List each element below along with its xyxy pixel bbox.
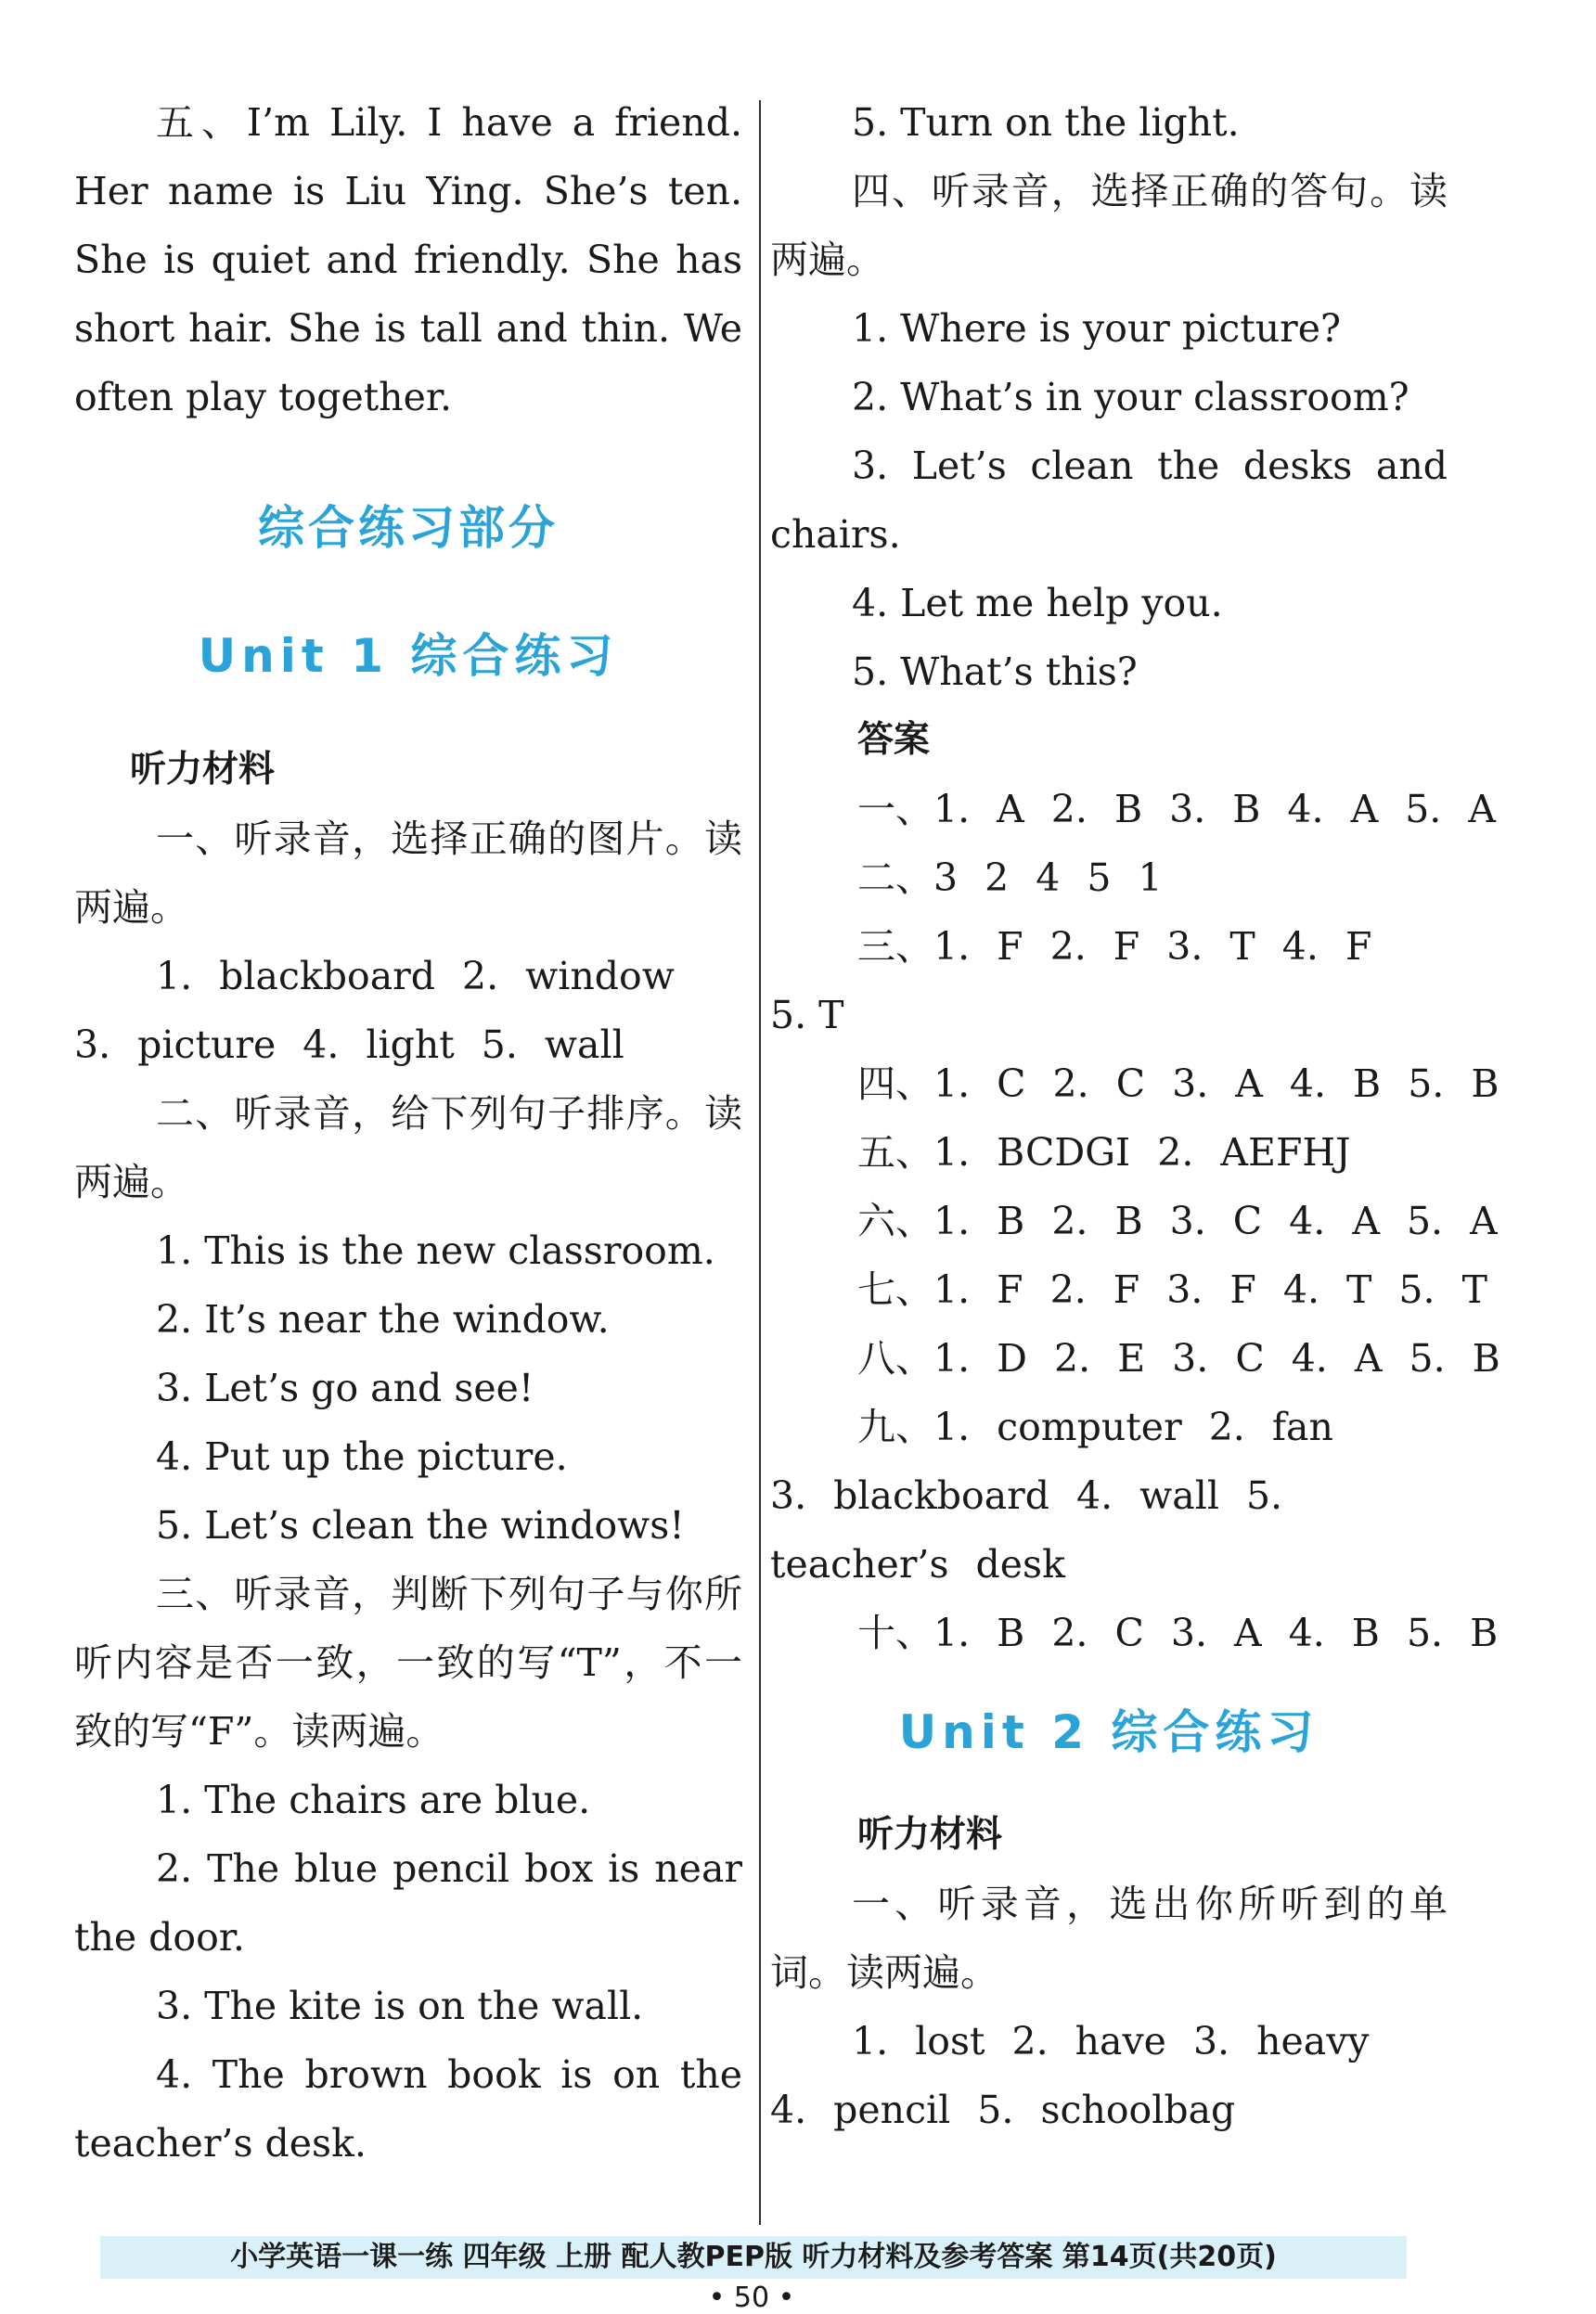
answer-line: 八、1. D 2. E 3. C 4. A 5. B bbox=[857, 1336, 1500, 1381]
q1-instruction: 一、听录音，选择正确的图片。读两遍。 bbox=[74, 816, 742, 930]
answer-line: 六、1. B 2. B 3. C 4. A 5. A bbox=[857, 1199, 1498, 1243]
u2-q1-instruction: 一、听录音，选出你所听到的单词。读两遍。 bbox=[770, 1882, 1448, 1995]
answer-line: 七、1. F 2. F 3. F 4. T 5. T bbox=[857, 1267, 1487, 1312]
listening-material-heading: 听力材料 bbox=[857, 1814, 1003, 1856]
q4-item: 1. Where is your picture? bbox=[852, 306, 1341, 351]
q2-item: 5. Let’s clean the windows! bbox=[156, 1503, 685, 1548]
q1-words-line2: 3. picture 4. light 5. wall bbox=[74, 1022, 624, 1067]
left-column bbox=[74, 88, 742, 2178]
listening-material-heading: 听力材料 bbox=[130, 749, 276, 791]
q4-instruction: 四、听录音，选择正确的答句。读两遍。 bbox=[770, 169, 1448, 282]
u2-q1-words-line1: 1. lost 2. have 3. heavy bbox=[852, 2019, 1370, 2063]
q3-item: 5. Turn on the light. bbox=[852, 100, 1240, 145]
answer-line: 九、1. computer 2. fan bbox=[857, 1405, 1333, 1449]
q3-item: 2. The blue pencil box is near the door. bbox=[74, 1846, 742, 1960]
answer-line: 5. T bbox=[770, 993, 844, 1037]
answer-line: 四、1. C 2. C 3. A 4. B 5. B bbox=[857, 1061, 1499, 1106]
q4-item: 5. What’s this? bbox=[852, 649, 1138, 694]
answer-heading: 答案 bbox=[857, 719, 931, 761]
answer-line: 一、1. A 2. B 3. B 4. A 5. A bbox=[857, 787, 1496, 831]
q2-instruction: 二、听录音，给下列句子排序。读两遍。 bbox=[74, 1091, 742, 1204]
q3-item: 4. The brown book is on the teacher’s desk. bbox=[74, 2052, 742, 2166]
unit2-title: Unit 2 综合练习 bbox=[898, 1705, 1319, 1759]
section-title: 综合练习部分 bbox=[258, 501, 559, 555]
footer-banner: 小学英语一课一练 四年级 上册 配人教PEP版 听力材料及参考答案 第14页(共20页) bbox=[100, 2236, 1407, 2279]
right-column bbox=[770, 88, 1500, 2144]
passage-body: Her name is Liu Ying. She’s ten. She is quiet and friendly. She has short hair. She is tall and thin. We often play together. bbox=[74, 169, 742, 419]
answer-line: 五、1. BCDGI 2. AEFHJ bbox=[857, 1130, 1351, 1175]
q3-instruction: 三、听录音，判断下列句子与你所听内容是否一致，一致的写“T”，不一致的写“F”。读两遍。 bbox=[74, 1572, 742, 1754]
q4-item: 2. What’s in your classroom? bbox=[852, 375, 1409, 419]
page-number: • 50 • bbox=[708, 2282, 795, 2314]
answer-line: 三、1. F 2. F 3. T 4. F bbox=[857, 924, 1372, 969]
u2-q1-words-line2: 4. pencil 5. schoolbag bbox=[770, 2088, 1236, 2132]
answer-line: 3. blackboard 4. wall 5. teacher’s desk bbox=[770, 1473, 1283, 1587]
q3-item: 3. The kite is on the wall. bbox=[156, 1984, 644, 2028]
q4-item: 3. Let’s clean the desks and chairs. bbox=[770, 444, 1448, 557]
answer-line: 十、1. B 2. C 3. A 4. B 5. B bbox=[857, 1611, 1499, 1655]
q1-words-line1: 1. blackboard 2. window bbox=[156, 954, 675, 998]
q2-item: 2. It’s near the window. bbox=[156, 1297, 610, 1342]
q2-item: 1. This is the new classroom. bbox=[156, 1228, 715, 1273]
q2-item: 3. Let’s go and see! bbox=[156, 1366, 534, 1410]
q3-item: 1. The chairs are blue. bbox=[156, 1778, 591, 1822]
passage-first-line: 五、I’m Lily. I have a friend. bbox=[156, 100, 742, 145]
q2-item: 4. Put up the picture. bbox=[156, 1434, 568, 1479]
answer-line: 二、3 2 4 5 1 bbox=[857, 855, 1163, 900]
column-divider bbox=[759, 100, 761, 2225]
unit1-title: Unit 1 综合练习 bbox=[198, 629, 619, 683]
q4-item: 4. Let me help you. bbox=[852, 581, 1223, 625]
